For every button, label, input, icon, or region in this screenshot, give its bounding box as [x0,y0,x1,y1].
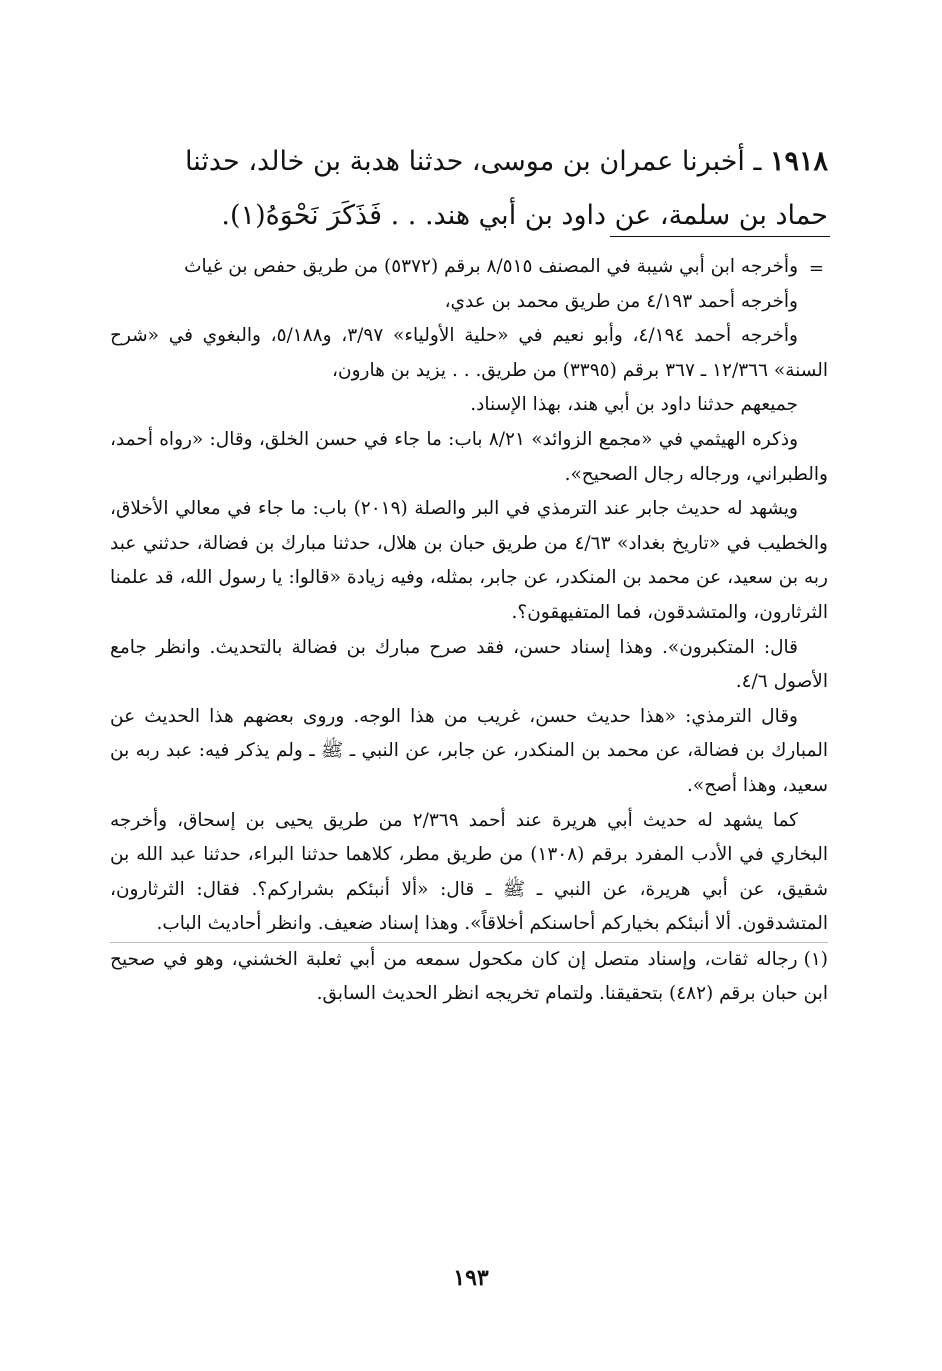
footnote-paragraph: وذكره الهيثمي في «مجمع الزوائد» ٨/٢١ باب: ما جاء في حسن الخلق، وقال: «رواه أحمد، والطبراني، ورجاله رجال الصحيح». [110,428,828,485]
hadith-line-2: حماد بن سلمة، عن داود بن أبي هند. . . فَذَكَرَ نَحْوَهُ(١). [221,200,828,231]
hadith-line-1 [100,135,828,189]
footnote-paragraph: كما يشهد له حديث أبي هريرة عند أحمد ٢/٣٦٩ من طريق يحيى بن إسحاق، وأخرجه البخاري في الأدب المفرد برقم (١٣٠٨) من طريق مطر، كلاهما حدثنا البراء، حدثنا عبد الله بن شقيق، عن أبي هريرة، عن النبي ـ ﷺ ـ قال: «ألا أنبئكم بشراركم؟. فقال: الثرثارون، المتشدقون. ألا أنبئكم بخياركم أحاسنكم أخلاقاً». وهذا إسناد ضعيف. وانظر أحاديث الباب. [110,809,828,935]
footnote-paragraph: وأخرجه أحمد ٤/١٩٤، وأبو نعيم في «حلية الأولياء» ٣/٩٧، و٥/١٨٨، والبغوي في «شرح السنة» ١٢/٣٦٦ ـ ٣٦٧ برقم (٣٣٩٥) من طريق. . . يزيد بن هارون، [110,325,828,381]
footnote-divider [610,236,830,237]
footnote-1-text: رجاله ثقات، وإسناد متصل إن كان مكحول سمعه من أبي ثعلبة الخشني، وهو في صحيح ابن حبان برقم (٤٨٢) بتحقيقنا. ولتمام تخريجه انظر الحديث السابق. [110,948,828,1005]
footnote-paragraph: ويشهد له حديث جابر عند الترمذي في البر والصلة (٢٠١٩) باب: ما جاء في معالي الأخلاق، والخطيب في «تاريخ بغداد» ٤/٦٣ من طريق حبان بن هلال، حدثنا مبارك بن فضالة، حدثني عبد ربه بن سعيد، عن محمد بن المنكدر، عن جابر، بمثله، وفيه زيادة «قالوا: يا رسول الله، قد علمنا الثرثارون، والمتشدقون، فما المتفيهقون؟. [110,498,828,623]
footnote-paragraph: وأخرجه أحمد ٤/١٩٣ من طريق محمد بن عدي، [444,290,798,312]
hadith-number: ١٩١٨ [769,146,828,177]
page-number: ١٩٣ [453,1265,489,1291]
continuation-mark: = [808,258,824,279]
footnote-1-marker: (١) [803,948,828,970]
footnote-paragraph: جميعهم حدثنا داود بن أبي هند، بهذا الإسناد. [470,394,798,416]
footnote-1 [110,942,828,1012]
footnote-paragraph: وقال الترمذي: «هذا حديث حسن، غريب من هذا الوجه. وروى بعضهم هذا الحديث عن المبارك بن فضالة، عن محمد بن المنكدر، عن جابر، عن النبي ـ ﷺ ـ ولم يذكر فيه: عبد ربه بن سعيد، وهذا أصح». [110,705,828,796]
footnote-paragraph: وأخرجه ابن أبي شيبة في المصنف ٨/٥١٥ برقم (٥٣٧٢) من طريق حفص بن غياث [184,256,798,277]
hadith-line-1-text: ـ أخبرنا عمران بن موسى، حدثنا هدبة بن خالد، حدثنا [185,146,770,177]
hadith-text [100,135,828,243]
footnote-paragraph: قال: المتكبرون». وهذا إسناد حسن، فقد صرح مبارك بن فضالة بالتحديث. وانظر جامع الأصول ٤/٦. [110,636,828,693]
footnotes-section [110,250,828,1012]
